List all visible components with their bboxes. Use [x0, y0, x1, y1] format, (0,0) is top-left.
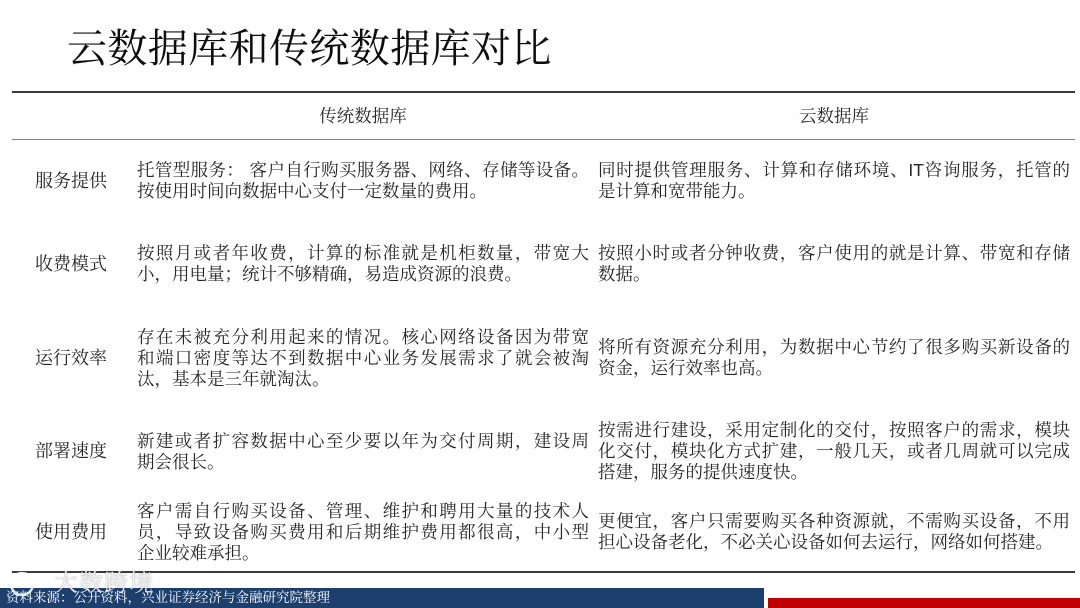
row-label	[35, 139, 130, 223]
cell-line: 资金，运行效率也高。	[598, 358, 773, 378]
row-label-text: 运行效率	[35, 347, 107, 368]
row-operating-efficiency	[0, 305, 1080, 411]
cell-line: 托管型服务： 客户自行购买服务器、网络、存储等设备。	[137, 160, 589, 180]
cell-line: 是计算和宽带能力。	[598, 181, 756, 201]
cell-line: 员，导致设备购买费用和后期维护费用都很高，中小型	[137, 521, 589, 542]
table-header-row	[0, 93, 1080, 139]
footer-accent-bar	[768, 598, 1080, 608]
row-label-text: 服务提供	[35, 170, 107, 191]
cell-line: 和端口密度等达不到数据中心业务发展需求了就会被淘	[137, 347, 589, 368]
source-note: 资料来源：公开资料，兴业证券经济与金融研究院整理	[6, 590, 330, 605]
row-label-text: 收费模式	[35, 253, 107, 274]
row-label-text: 使用费用	[35, 521, 107, 542]
watermark	[8, 568, 158, 600]
cell-line: 化交付，模块化方式扩建，一般几天，或者几周就可以完成	[598, 441, 1070, 461]
cloud-cell	[598, 223, 1070, 305]
traditional-cell	[137, 411, 589, 492]
row-label	[35, 305, 130, 411]
traditional-cell	[137, 223, 589, 305]
cloud-cell	[598, 492, 1070, 572]
cell-line: 按使用时间向数据中心支付一定数量的费用。	[137, 181, 487, 201]
row-label	[35, 492, 130, 572]
row-service-provision	[0, 139, 1080, 223]
row-deployment-speed	[0, 411, 1080, 492]
cell-line: 数据。	[598, 264, 651, 284]
cell-line: 小，用电量；统计不够精确，易造成资源的浪费。	[137, 264, 522, 284]
table-bottom-rule	[12, 571, 1075, 573]
traditional-cell	[137, 305, 589, 411]
cell-line: 担心设备老化，不必关心设备如何去运行，网络如何搭建。	[598, 532, 1053, 552]
cell-line: 存在未被充分利用起来的情况。核心网络设备因为带宽	[137, 326, 589, 347]
cell-line: 企业较难承担。	[137, 542, 260, 563]
cell-line: 客户需自行购买设备、管理、维护和聘用大量的技术人	[137, 500, 589, 521]
column-header-traditional: 传统数据库	[319, 106, 407, 126]
cell-line: 按照月或者年收费，计算的标准就是机柜数量，带宽大	[137, 243, 589, 263]
row-pricing-model	[0, 223, 1080, 305]
row-usage-cost	[0, 492, 1080, 572]
column-header-cloud: 云数据库	[799, 106, 869, 126]
cloud-cell	[598, 305, 1070, 411]
cell-line: 将所有资源充分利用，为数据中心节约了很多购买新设备的	[598, 337, 1070, 357]
watermark-text: 大数跨境	[54, 570, 154, 597]
row-label	[35, 223, 130, 305]
row-label	[35, 411, 130, 492]
cloud-cell	[598, 411, 1070, 492]
slide-title: 云数据库和传统数据库对比	[67, 27, 552, 71]
cell-line: 按照小时或者分钟收费，客户使用的就是计算、带宽和存储	[598, 243, 1070, 263]
row-label-text: 部署速度	[35, 441, 107, 461]
cell-line: 汰，基本是三年就淘汰。	[137, 368, 330, 389]
traditional-cell	[137, 492, 589, 572]
cell-line: 搭建，服务的提供速度快。	[598, 462, 808, 482]
traditional-cell	[137, 139, 589, 223]
cell-line: 按需进行建设，采用定制化的交付，按照客户的需求，模块	[598, 420, 1070, 440]
cell-line: 更便宜，客户只需要购买各种资源就，不需购买设备，不用	[598, 511, 1070, 531]
brand-logo-icon	[8, 570, 42, 598]
cell-line: 新建或者扩容数据中心至少要以年为交付周期，建设周	[137, 430, 589, 451]
cloud-cell	[598, 139, 1070, 223]
cell-line: 同时提供管理服务、计算和存储环境、IT咨询服务，托管的	[598, 160, 1070, 180]
cell-line: 期会很长。	[137, 451, 225, 472]
